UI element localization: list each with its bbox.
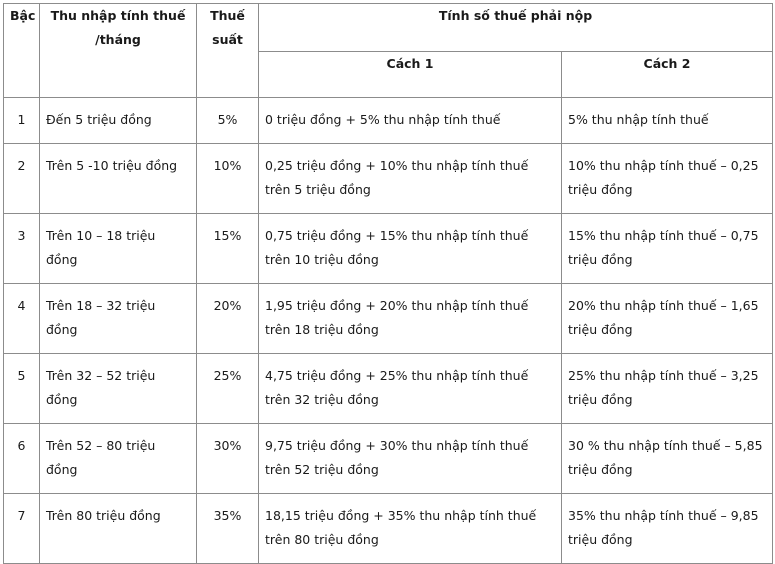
cell-method-1: 4,75 triệu đồng + 25% thu nhập tính thuế trên 32 triệu đồng [259,354,562,424]
table-row [4,214,773,284]
cell-income: Trên 80 triệu đồng [40,494,197,564]
table-row [4,284,773,354]
header-income: Thu nhập tính thuế /tháng [40,4,197,98]
cell-rate: 10% [197,144,259,214]
cell-rate: 25% [197,354,259,424]
cell-income: Trên 18 – 32 triệu đồng [40,284,197,354]
tax-rate-table [3,3,773,564]
cell-method-2: 35% thu nhập tính thuế – 9,85 triệu đồng [562,494,773,564]
header-calc: Tính số thuế phải nộp [259,4,773,52]
cell-method-2: 10% thu nhập tính thuế – 0,25 triệu đồng [562,144,773,214]
cell-bac: 1 [4,98,40,144]
cell-rate: 15% [197,214,259,284]
cell-method-1: 0 triệu đồng + 5% thu nhập tính thuế [259,98,562,144]
cell-income: Trên 32 – 52 triệu đồng [40,354,197,424]
cell-rate: 20% [197,284,259,354]
table-row [4,98,773,144]
cell-rate: 30% [197,424,259,494]
cell-income: Trên 5 -10 triệu đồng [40,144,197,214]
cell-income: Trên 52 – 80 triệu đồng [40,424,197,494]
cell-method-1: 9,75 triệu đồng + 30% thu nhập tính thuế trên 52 triệu đồng [259,424,562,494]
header-bac: Bậc [4,4,40,98]
cell-bac: 5 [4,354,40,424]
cell-method-1: 0,25 triệu đồng + 10% thu nhập tính thuế trên 5 triệu đồng [259,144,562,214]
table-row [4,354,773,424]
cell-bac: 2 [4,144,40,214]
cell-method-1: 1,95 triệu đồng + 20% thu nhập tính thuế trên 18 triệu đồng [259,284,562,354]
cell-method-1: 18,15 triệu đồng + 35% thu nhập tính thuế trên 80 triệu đồng [259,494,562,564]
cell-method-2: 5% thu nhập tính thuế [562,98,773,144]
cell-method-2: 20% thu nhập tính thuế – 1,65 triệu đồng [562,284,773,354]
cell-bac: 3 [4,214,40,284]
cell-income: Trên 10 – 18 triệu đồng [40,214,197,284]
table-row [4,424,773,494]
header-method-1: Cách 1 [259,52,562,98]
cell-bac: 4 [4,284,40,354]
header-method-2: Cách 2 [562,52,773,98]
cell-rate: 35% [197,494,259,564]
cell-bac: 7 [4,494,40,564]
cell-method-2: 15% thu nhập tính thuế – 0,75 triệu đồng [562,214,773,284]
cell-bac: 6 [4,424,40,494]
cell-rate: 5% [197,98,259,144]
table-row [4,144,773,214]
cell-method-2: 25% thu nhập tính thuế – 3,25 triệu đồng [562,354,773,424]
table-row [4,494,773,564]
cell-method-2: 30 % thu nhập tính thuế – 5,85 triệu đồng [562,424,773,494]
cell-method-1: 0,75 triệu đồng + 15% thu nhập tính thuế trên 10 triệu đồng [259,214,562,284]
header-rate: Thuế suất [197,4,259,98]
cell-income: Đến 5 triệu đồng [40,98,197,144]
header-row [4,4,773,52]
